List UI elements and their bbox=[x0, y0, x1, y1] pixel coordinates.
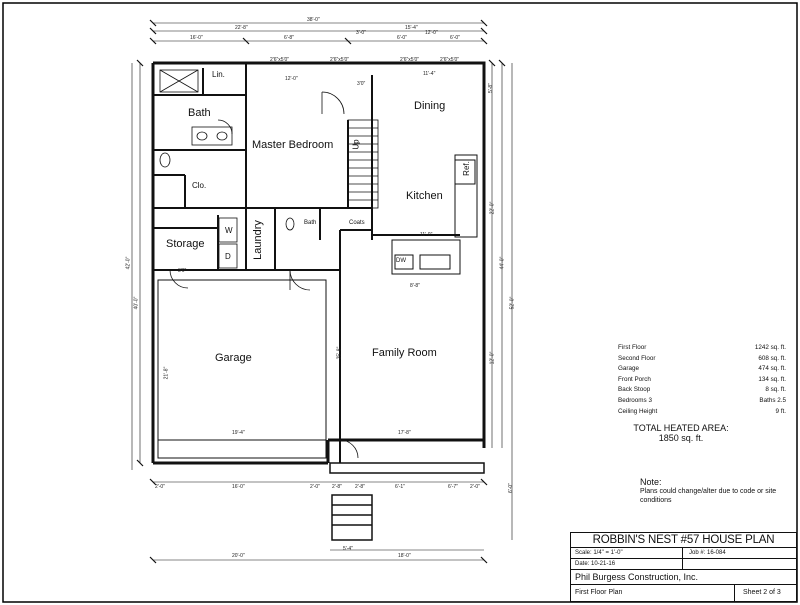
dim-door-30: 3'0" bbox=[178, 268, 187, 274]
dim-overall-width: 38'-0" bbox=[307, 17, 320, 23]
note-text: Plans could change/alter due to code or site conditions bbox=[640, 488, 777, 504]
title-block-row-sheet bbox=[571, 585, 796, 601]
area-row-front-porch: Front Porch 134 sq. ft. bbox=[618, 375, 786, 383]
dim-bottom-seg4: 2'-8" bbox=[332, 484, 342, 490]
area-row-second-floor: Second Floor 608 sq. ft. bbox=[618, 354, 786, 362]
job-number: Job #: 16-084 bbox=[689, 550, 726, 556]
area-row-back-stoop: Back Stoop 8 sq. ft. bbox=[618, 386, 786, 394]
total-heated-area-label: TOTAL HEATED AREA: bbox=[633, 423, 729, 433]
title-block-row-date bbox=[571, 559, 796, 570]
total-heated-area bbox=[618, 423, 744, 443]
dim-right-e: 6'-0" bbox=[507, 483, 514, 493]
kitchen-label: Kitchen bbox=[406, 190, 443, 202]
dim-garage-width: 19'-4" bbox=[232, 430, 245, 436]
small-bath-label: Bath bbox=[304, 220, 317, 226]
master-bedroom-label: Master Bedroom bbox=[252, 139, 334, 151]
dim-right-a: 44'-0" bbox=[499, 256, 506, 270]
closet-label: Clo. bbox=[192, 181, 207, 190]
dim-right-total: 52'-0" bbox=[509, 296, 516, 310]
dim-window1: 2'6"x5'0" bbox=[270, 57, 290, 63]
dim-bottom-seg7: 6'-7" bbox=[448, 484, 458, 490]
dim-dining-width: 11'-4" bbox=[423, 71, 436, 77]
company-name: Phil Burgess Construction, Inc. bbox=[571, 570, 796, 585]
dim-top-seg1: 16'-0" bbox=[190, 35, 203, 41]
dim-kitchen-width: 11'-0" bbox=[420, 232, 433, 238]
dim-top-seg2: 6'-8" bbox=[284, 35, 294, 41]
title-block bbox=[570, 532, 797, 602]
dim-bottom-seg2: 16'-0" bbox=[232, 484, 245, 490]
dim-bottom-seg5: 2'-8" bbox=[355, 484, 365, 490]
plan-note bbox=[640, 478, 790, 505]
dim-top-left: 22'-8" bbox=[235, 25, 248, 31]
dim-left-lower: 40'-0" bbox=[133, 296, 140, 310]
dim-master-width: 12'-0" bbox=[285, 76, 298, 82]
dim-bottom-seg1: 2'-0" bbox=[155, 484, 165, 490]
dim-top-right: 15'-4" bbox=[405, 25, 418, 31]
family-room-label: Family Room bbox=[372, 347, 437, 359]
dryer-label: D bbox=[225, 252, 231, 261]
dim-bottom-seg8: 2'-0" bbox=[470, 484, 480, 490]
dim-right-d: 5'-8" bbox=[487, 83, 494, 93]
dim-bottom-total: 20'-0" bbox=[232, 553, 245, 559]
dim-right-b: 22'-0" bbox=[489, 201, 496, 215]
dim-top-seg4: 6'-0" bbox=[397, 35, 407, 41]
stairs-up-label: Up bbox=[351, 139, 361, 150]
dim-bottom-right: 18'-0" bbox=[398, 553, 411, 559]
dim-bottom-seg6: 6'-1" bbox=[395, 484, 405, 490]
area-table bbox=[618, 343, 786, 417]
dim-window3: 2'6"x5'0" bbox=[400, 57, 420, 63]
area-row-first-floor: First Floor 1242 sq. ft. bbox=[618, 344, 786, 351]
dim-stoop: 5'-4" bbox=[343, 546, 353, 552]
sheet-name: First Floor Plan bbox=[575, 585, 735, 601]
dim-family-height: 25'-8" bbox=[336, 346, 343, 360]
sheet-number: Sheet 2 of 3 bbox=[743, 589, 781, 596]
dining-label: Dining bbox=[414, 100, 446, 112]
dim-top-seg6: 6'-0" bbox=[450, 35, 460, 41]
linen-label: Lin. bbox=[212, 70, 225, 79]
dim-kitchen-lower: 8'-8" bbox=[410, 283, 420, 289]
bed-bath-row: Bedrooms 3 Baths 2.5 bbox=[618, 396, 786, 404]
dim-top-seg5: 12'-0" bbox=[425, 30, 438, 36]
washer-label: W bbox=[225, 226, 233, 235]
dishwasher-label: DW bbox=[396, 258, 406, 264]
scale-text: Scale: 1/4" = 1'-0" bbox=[575, 548, 683, 558]
coats-label: Coats bbox=[349, 220, 365, 226]
plan-title: ROBBIN'S NEST #57 HOUSE PLAN bbox=[571, 533, 796, 548]
ceiling-height-row: Ceiling Height 9 ft. bbox=[618, 407, 786, 415]
laundry-label: Laundry bbox=[251, 220, 264, 260]
total-heated-area-value: 1850 sq. ft. bbox=[658, 433, 704, 443]
bath-label: Bath bbox=[188, 107, 211, 119]
storage-label: Storage bbox=[166, 238, 205, 250]
note-title: Note: bbox=[640, 477, 662, 487]
dim-window2: 2'6"x5'0" bbox=[330, 57, 350, 63]
refrigerator-label: Ref. bbox=[461, 161, 471, 176]
title-block-row-scale bbox=[571, 548, 796, 559]
dim-bottom-seg3: 2'-0" bbox=[310, 484, 320, 490]
dim-family-width: 17'-8" bbox=[398, 430, 411, 436]
date-text: Date: 10-21-16 bbox=[575, 559, 683, 569]
area-row-garage: Garage 474 sq. ft. bbox=[618, 365, 786, 373]
dim-window4: 2'6"x5'0" bbox=[440, 57, 460, 63]
dim-top-seg3: 3'-0" bbox=[356, 30, 366, 36]
dim-left-total: 42'-0" bbox=[125, 256, 132, 270]
garage-label: Garage bbox=[215, 352, 252, 364]
dim-garage-height: 21'-8" bbox=[163, 366, 170, 380]
dim-stair-width: 3'0" bbox=[357, 81, 366, 87]
dim-right-c: 12'-0" bbox=[489, 351, 496, 365]
